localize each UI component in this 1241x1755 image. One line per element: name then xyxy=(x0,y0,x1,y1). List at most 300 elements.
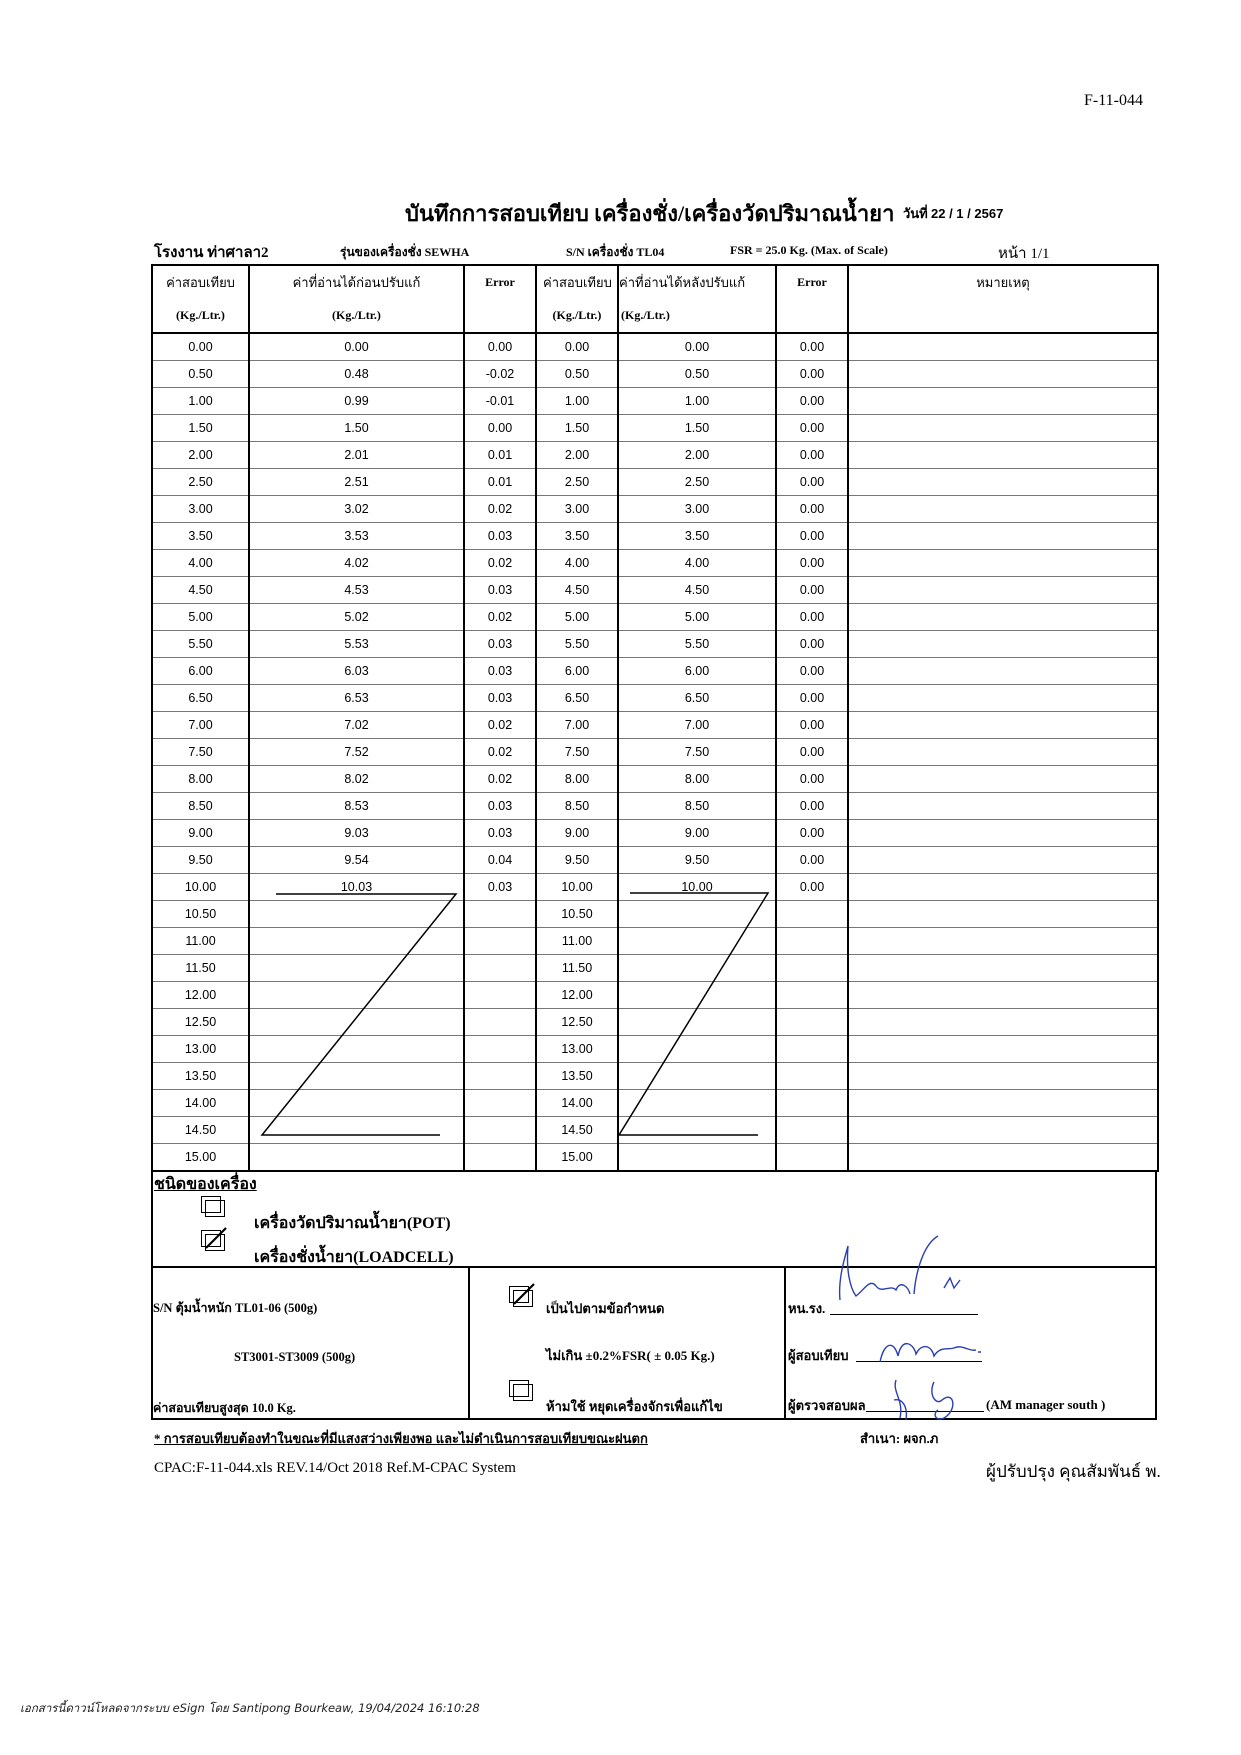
cell-reference: 0.50 xyxy=(152,361,249,388)
unit-error-after xyxy=(776,299,848,333)
cell-error-after xyxy=(776,1090,848,1117)
cell-reference: 4.00 xyxy=(152,550,249,577)
cell-reference-2: 5.50 xyxy=(536,631,618,658)
table-row xyxy=(152,1036,1158,1063)
cell-reference: 6.00 xyxy=(152,658,249,685)
cell-before-adjust xyxy=(249,1036,464,1063)
cell-error-before: -0.02 xyxy=(464,361,536,388)
cell-error-before: 0.03 xyxy=(464,685,536,712)
cell-reference: 3.50 xyxy=(152,523,249,550)
scale-model: รุ่นของเครื่องชั่ง SEWHA xyxy=(340,245,470,259)
result-pass-label: เป็นไปตามข้อกำหนด xyxy=(546,1301,665,1316)
table-row xyxy=(152,442,1158,469)
cell-reference: 7.50 xyxy=(152,739,249,766)
cell-before-adjust xyxy=(249,1090,464,1117)
cell-after-adjust xyxy=(618,1009,776,1036)
cell-error-after: 0.00 xyxy=(776,820,848,847)
table-row xyxy=(152,1144,1158,1172)
cell-remarks xyxy=(848,361,1158,388)
cell-before-adjust: 7.02 xyxy=(249,712,464,739)
cell-after-adjust: 3.50 xyxy=(618,523,776,550)
cell-reference-2: 10.00 xyxy=(536,874,618,901)
cell-before-adjust xyxy=(249,1009,464,1036)
signature-line xyxy=(856,1361,982,1362)
checkbox-loadcell[interactable] xyxy=(205,1234,225,1251)
col-header-error-after: Error xyxy=(776,265,848,299)
table-row xyxy=(152,955,1158,982)
table-row xyxy=(152,496,1158,523)
checkbox-pass[interactable] xyxy=(513,1290,533,1307)
cell-error-after: 0.00 xyxy=(776,577,848,604)
col-header-reference: ค่าสอบเทียบ xyxy=(152,265,249,299)
cell-reference-2: 9.50 xyxy=(536,847,618,874)
cell-reference: 2.00 xyxy=(152,442,249,469)
cell-reference-2: 6.50 xyxy=(536,685,618,712)
table-row xyxy=(152,1117,1158,1144)
table-row xyxy=(152,712,1158,739)
table-row xyxy=(152,631,1158,658)
cell-error-before: 0.02 xyxy=(464,739,536,766)
cell-remarks xyxy=(848,333,1158,361)
copy-to: สำเนา: ผจก.ภ xyxy=(860,1431,939,1446)
signature-line xyxy=(866,1411,984,1412)
cell-after-adjust: 5.50 xyxy=(618,631,776,658)
cell-after-adjust: 9.50 xyxy=(618,847,776,874)
signature-section-head-label: หน.รง. xyxy=(788,1301,826,1316)
cell-error-after xyxy=(776,1117,848,1144)
cell-reference-2: 0.00 xyxy=(536,333,618,361)
cell-error-after xyxy=(776,928,848,955)
cell-reference-2: 2.00 xyxy=(536,442,618,469)
cell-after-adjust: 5.00 xyxy=(618,604,776,631)
max-calibration: ค่าสอบเทียบสูงสุด 10.0 Kg. xyxy=(153,1401,296,1415)
calibration-table xyxy=(151,264,1159,1172)
cell-after-adjust xyxy=(618,1063,776,1090)
date-value: 22 / 1 / 2567 xyxy=(931,206,1004,221)
cell-after-adjust: 2.50 xyxy=(618,469,776,496)
page-title: บันทึกการสอบเทียบ เครื่องชั่ง/เครื่องวัดปริมาณน้ำยา xyxy=(405,201,895,226)
table-row xyxy=(152,361,1158,388)
cell-remarks xyxy=(848,1117,1158,1144)
cell-reference-2: 15.00 xyxy=(536,1144,618,1172)
cell-remarks xyxy=(848,874,1158,901)
table-row xyxy=(152,847,1158,874)
cell-reference: 12.00 xyxy=(152,982,249,1009)
cell-error-before: 0.02 xyxy=(464,766,536,793)
cell-remarks xyxy=(848,712,1158,739)
cell-before-adjust: 0.48 xyxy=(249,361,464,388)
cell-remarks xyxy=(848,1144,1158,1172)
cell-remarks xyxy=(848,685,1158,712)
signature-line xyxy=(830,1314,978,1315)
cell-before-adjust: 8.02 xyxy=(249,766,464,793)
cell-after-adjust: 0.00 xyxy=(618,333,776,361)
scale-serial: S/N เครื่องชั่ง TL04 xyxy=(566,245,665,259)
esign-stamp: เอกสารนี้ดาวน์โหลดจากระบบ eSign โดย Santipong Bourkeaw, 19/04/2024 16:10:28 xyxy=(20,1701,480,1715)
cell-error-after xyxy=(776,1144,848,1172)
cell-error-after: 0.00 xyxy=(776,874,848,901)
cell-remarks xyxy=(848,793,1158,820)
cell-remarks xyxy=(848,901,1158,928)
tolerance-text: ไม่เกิน ±0.2%FSR( ± 0.05 Kg.) xyxy=(546,1348,715,1363)
cell-before-adjust: 2.51 xyxy=(249,469,464,496)
result-fail-label: ห้ามใช้ หยุดเครื่องจักรเพื่อแก้ไข xyxy=(546,1399,723,1414)
cell-reference-2: 3.00 xyxy=(536,496,618,523)
cell-reference: 1.50 xyxy=(152,415,249,442)
cell-remarks xyxy=(848,1090,1158,1117)
table-row xyxy=(152,1063,1158,1090)
form-code: F-11-044 xyxy=(1084,92,1143,109)
cell-before-adjust: 6.53 xyxy=(249,685,464,712)
page-number: หน้า 1/1 xyxy=(998,246,1050,262)
cell-error-before xyxy=(464,1036,536,1063)
table-row xyxy=(152,333,1158,361)
cell-reference-2: 12.00 xyxy=(536,982,618,1009)
cell-remarks xyxy=(848,847,1158,874)
cell-remarks xyxy=(848,739,1158,766)
col-header-reference-2: ค่าสอบเทียบ xyxy=(536,265,618,299)
cell-reference-2: 14.50 xyxy=(536,1117,618,1144)
cell-after-adjust xyxy=(618,1117,776,1144)
table-row xyxy=(152,901,1158,928)
cell-error-before: 0.01 xyxy=(464,469,536,496)
cell-error-before: 0.01 xyxy=(464,442,536,469)
cell-reference: 15.00 xyxy=(152,1144,249,1172)
cell-reference: 7.00 xyxy=(152,712,249,739)
cell-error-before xyxy=(464,928,536,955)
cell-before-adjust: 3.53 xyxy=(249,523,464,550)
unit-remarks xyxy=(848,299,1158,333)
unit-reference-2: (Kg./Ltr.) xyxy=(536,299,618,333)
cell-before-adjust: 10.03 xyxy=(249,874,464,901)
cell-reference-2: 11.00 xyxy=(536,928,618,955)
cell-error-before xyxy=(464,1063,536,1090)
table-row xyxy=(152,739,1158,766)
checkbox-fail[interactable] xyxy=(513,1384,533,1401)
cell-error-before: 0.03 xyxy=(464,820,536,847)
cell-remarks xyxy=(848,631,1158,658)
cell-error-after: 0.00 xyxy=(776,793,848,820)
cell-remarks xyxy=(848,388,1158,415)
cell-remarks xyxy=(848,415,1158,442)
cell-error-after: 0.00 xyxy=(776,604,848,631)
col-header-remarks: หมายเหตุ xyxy=(848,265,1158,299)
weights-range: ST3001-ST3009 (500g) xyxy=(234,1350,356,1364)
cell-after-adjust xyxy=(618,928,776,955)
cell-before-adjust: 6.03 xyxy=(249,658,464,685)
cell-error-before: 0.02 xyxy=(464,712,536,739)
cell-error-after: 0.00 xyxy=(776,550,848,577)
cell-error-before: 0.00 xyxy=(464,415,536,442)
cell-reference-2: 1.50 xyxy=(536,415,618,442)
col-header-error-before: Error xyxy=(464,265,536,299)
cell-after-adjust xyxy=(618,982,776,1009)
cell-reference: 0.00 xyxy=(152,333,249,361)
cell-reference: 12.50 xyxy=(152,1009,249,1036)
checkbox-pot[interactable] xyxy=(205,1200,225,1217)
table-row xyxy=(152,766,1158,793)
cell-reference-2: 11.50 xyxy=(536,955,618,982)
col-header-before-adjust: ค่าที่อ่านได้ก่อนปรับแก้ xyxy=(249,265,464,299)
cell-error-after: 0.00 xyxy=(776,388,848,415)
cell-error-after: 0.00 xyxy=(776,658,848,685)
cell-reference: 2.50 xyxy=(152,469,249,496)
cell-error-before: 0.03 xyxy=(464,793,536,820)
fsr-value: FSR = 25.0 Kg. (Max. of Scale) xyxy=(730,243,888,257)
cell-error-before: -0.01 xyxy=(464,388,536,415)
cell-after-adjust: 4.00 xyxy=(618,550,776,577)
cell-remarks xyxy=(848,766,1158,793)
cell-remarks xyxy=(848,442,1158,469)
cell-after-adjust: 6.00 xyxy=(618,658,776,685)
table-row xyxy=(152,388,1158,415)
cell-reference: 5.50 xyxy=(152,631,249,658)
cell-before-adjust: 9.03 xyxy=(249,820,464,847)
cell-reference: 11.50 xyxy=(152,955,249,982)
cell-reference: 9.50 xyxy=(152,847,249,874)
cell-remarks xyxy=(848,550,1158,577)
signature-calibrator-label: ผู้สอบเทียบ xyxy=(788,1348,849,1363)
cell-error-before xyxy=(464,982,536,1009)
cell-error-after: 0.00 xyxy=(776,442,848,469)
option-loadcell-label: เครื่องชั่งน้ำยา(LOADCELL) xyxy=(254,1249,454,1266)
revised-by: ผู้ปรับปรุง คุณสัมพันธ์ พ. xyxy=(986,1462,1161,1481)
cell-reference: 13.50 xyxy=(152,1063,249,1090)
cell-error-after: 0.00 xyxy=(776,631,848,658)
cell-before-adjust: 5.53 xyxy=(249,631,464,658)
cell-error-before xyxy=(464,1144,536,1172)
cell-before-adjust: 9.54 xyxy=(249,847,464,874)
table-row xyxy=(152,550,1158,577)
cell-after-adjust: 7.00 xyxy=(618,712,776,739)
cell-remarks xyxy=(848,928,1158,955)
cell-before-adjust: 0.99 xyxy=(249,388,464,415)
cell-before-adjust xyxy=(249,1117,464,1144)
cell-remarks xyxy=(848,658,1158,685)
cell-after-adjust: 9.00 xyxy=(618,820,776,847)
cell-error-before xyxy=(464,1009,536,1036)
cell-error-after xyxy=(776,982,848,1009)
table-row xyxy=(152,928,1158,955)
table-row xyxy=(152,982,1158,1009)
table-row xyxy=(152,874,1158,901)
cell-reference-2: 2.50 xyxy=(536,469,618,496)
cell-error-before: 0.03 xyxy=(464,631,536,658)
cell-error-after: 0.00 xyxy=(776,712,848,739)
cell-before-adjust: 7.52 xyxy=(249,739,464,766)
cell-reference: 9.00 xyxy=(152,820,249,847)
cell-reference: 10.50 xyxy=(152,901,249,928)
cell-reference: 8.50 xyxy=(152,793,249,820)
cell-remarks xyxy=(848,496,1158,523)
cell-reference: 11.00 xyxy=(152,928,249,955)
cell-reference-2: 3.50 xyxy=(536,523,618,550)
cell-reference-2: 1.00 xyxy=(536,388,618,415)
cell-reference-2: 0.50 xyxy=(536,361,618,388)
reviewer-role: (AM manager south ) xyxy=(986,1397,1106,1412)
cell-remarks xyxy=(848,523,1158,550)
divider xyxy=(784,1266,786,1420)
cell-error-after: 0.00 xyxy=(776,415,848,442)
cell-before-adjust: 1.50 xyxy=(249,415,464,442)
cell-reference-2: 5.00 xyxy=(536,604,618,631)
cell-remarks xyxy=(848,1063,1158,1090)
cell-error-after: 0.00 xyxy=(776,333,848,361)
cell-remarks xyxy=(848,1009,1158,1036)
cell-after-adjust: 8.00 xyxy=(618,766,776,793)
cell-before-adjust xyxy=(249,901,464,928)
cell-remarks xyxy=(848,820,1158,847)
table-row xyxy=(152,793,1158,820)
cell-error-after: 0.00 xyxy=(776,739,848,766)
cell-reference: 10.00 xyxy=(152,874,249,901)
cell-before-adjust xyxy=(249,928,464,955)
cell-reference: 5.00 xyxy=(152,604,249,631)
machine-type-title: ชนิดของเครื่อง xyxy=(154,1176,257,1193)
cell-error-before: 0.00 xyxy=(464,333,536,361)
unit-error-before xyxy=(464,299,536,333)
cell-error-after: 0.00 xyxy=(776,766,848,793)
cell-before-adjust: 4.02 xyxy=(249,550,464,577)
cell-before-adjust: 4.53 xyxy=(249,577,464,604)
cell-error-after: 0.00 xyxy=(776,523,848,550)
table-row xyxy=(152,820,1158,847)
cell-before-adjust xyxy=(249,1063,464,1090)
plant-name: โรงงาน ท่าศาลา2 xyxy=(154,245,269,261)
cell-error-before xyxy=(464,901,536,928)
col-header-after-adjust: ค่าที่อ่านได้หลังปรับแก้ xyxy=(618,265,776,299)
cell-remarks xyxy=(848,1036,1158,1063)
cell-reference-2: 9.00 xyxy=(536,820,618,847)
cell-error-after xyxy=(776,901,848,928)
table-row xyxy=(152,523,1158,550)
cell-error-before: 0.02 xyxy=(464,550,536,577)
cell-reference-2: 4.50 xyxy=(536,577,618,604)
footer-note: * การสอบเทียบต้องทำในขณะที่มีแสงสว่างเพียงพอ และไม่ดำเนินการสอบเทียบขณะฝนตก xyxy=(154,1431,648,1446)
option-pot-label: เครื่องวัดปริมาณน้ำยา(POT) xyxy=(254,1215,451,1232)
weights-serial: S/N ตุ้มน้ำหนัก TL01-06 (500g) xyxy=(153,1301,318,1315)
cell-after-adjust xyxy=(618,955,776,982)
cell-error-before xyxy=(464,955,536,982)
cell-reference-2: 13.00 xyxy=(536,1036,618,1063)
cell-reference-2: 13.50 xyxy=(536,1063,618,1090)
cell-reference: 14.50 xyxy=(152,1117,249,1144)
cell-reference-2: 7.00 xyxy=(536,712,618,739)
table-row xyxy=(152,1009,1158,1036)
divider xyxy=(468,1266,470,1420)
cell-error-before: 0.03 xyxy=(464,874,536,901)
cell-after-adjust: 2.00 xyxy=(618,442,776,469)
cell-remarks xyxy=(848,577,1158,604)
cell-error-after: 0.00 xyxy=(776,496,848,523)
cell-error-after xyxy=(776,1009,848,1036)
cell-error-before: 0.03 xyxy=(464,577,536,604)
cell-reference: 8.00 xyxy=(152,766,249,793)
signature-reviewer-label: ผู้ตรวจสอบผล xyxy=(788,1398,866,1413)
cell-reference-2: 4.00 xyxy=(536,550,618,577)
cell-reference-2: 6.00 xyxy=(536,658,618,685)
table-row xyxy=(152,604,1158,631)
cell-reference: 1.00 xyxy=(152,388,249,415)
cell-remarks xyxy=(848,469,1158,496)
cell-error-before: 0.02 xyxy=(464,496,536,523)
cell-after-adjust: 7.50 xyxy=(618,739,776,766)
header-row-labels xyxy=(152,265,1158,299)
unit-before-adjust: (Kg./Ltr.) xyxy=(249,299,464,333)
cell-before-adjust xyxy=(249,1144,464,1172)
cell-after-adjust xyxy=(618,1090,776,1117)
cell-reference: 3.00 xyxy=(152,496,249,523)
table-row xyxy=(152,415,1158,442)
cell-after-adjust xyxy=(618,1036,776,1063)
cell-before-adjust xyxy=(249,955,464,982)
cell-error-before: 0.04 xyxy=(464,847,536,874)
table-row xyxy=(152,685,1158,712)
cell-reference-2: 10.50 xyxy=(536,901,618,928)
cell-remarks xyxy=(848,982,1158,1009)
cell-after-adjust: 1.50 xyxy=(618,415,776,442)
cell-error-before: 0.02 xyxy=(464,604,536,631)
cell-after-adjust xyxy=(618,1144,776,1172)
cell-reference: 13.00 xyxy=(152,1036,249,1063)
date-field xyxy=(903,203,1003,224)
cell-after-adjust: 3.00 xyxy=(618,496,776,523)
cell-after-adjust: 10.00 xyxy=(618,874,776,901)
cell-reference-2: 12.50 xyxy=(536,1009,618,1036)
cell-reference-2: 8.50 xyxy=(536,793,618,820)
document-reference: CPAC:F-11-044.xls REV.14/Oct 2018 Ref.M-CPAC System xyxy=(154,1460,516,1476)
cell-error-after: 0.00 xyxy=(776,847,848,874)
table-row xyxy=(152,658,1158,685)
cell-before-adjust: 5.02 xyxy=(249,604,464,631)
cell-error-after xyxy=(776,955,848,982)
cell-error-before: 0.03 xyxy=(464,658,536,685)
cell-reference: 6.50 xyxy=(152,685,249,712)
cell-remarks xyxy=(848,955,1158,982)
table-row xyxy=(152,1090,1158,1117)
unit-reference: (Kg./Ltr.) xyxy=(152,299,249,333)
cell-error-after: 0.00 xyxy=(776,685,848,712)
cell-error-after: 0.00 xyxy=(776,361,848,388)
table-row xyxy=(152,469,1158,496)
cell-error-before xyxy=(464,1090,536,1117)
cell-reference-2: 14.00 xyxy=(536,1090,618,1117)
cell-error-after: 0.00 xyxy=(776,469,848,496)
cell-error-after xyxy=(776,1036,848,1063)
cell-after-adjust: 8.50 xyxy=(618,793,776,820)
cell-after-adjust: 1.00 xyxy=(618,388,776,415)
cell-reference-2: 7.50 xyxy=(536,739,618,766)
cell-before-adjust: 8.53 xyxy=(249,793,464,820)
cell-reference-2: 8.00 xyxy=(536,766,618,793)
cell-before-adjust: 2.01 xyxy=(249,442,464,469)
cell-before-adjust: 0.00 xyxy=(249,333,464,361)
cell-before-adjust: 3.02 xyxy=(249,496,464,523)
cell-error-before xyxy=(464,1117,536,1144)
date-label: วันที่ xyxy=(903,206,928,221)
cell-error-after xyxy=(776,1063,848,1090)
cell-before-adjust xyxy=(249,982,464,1009)
cell-remarks xyxy=(848,604,1158,631)
cell-after-adjust: 6.50 xyxy=(618,685,776,712)
cell-error-before: 0.03 xyxy=(464,523,536,550)
header-row-units xyxy=(152,299,1158,333)
cell-after-adjust xyxy=(618,901,776,928)
unit-after-adjust: (Kg./Ltr.) xyxy=(618,299,776,333)
cell-after-adjust: 0.50 xyxy=(618,361,776,388)
cell-after-adjust: 4.50 xyxy=(618,577,776,604)
table-row xyxy=(152,577,1158,604)
